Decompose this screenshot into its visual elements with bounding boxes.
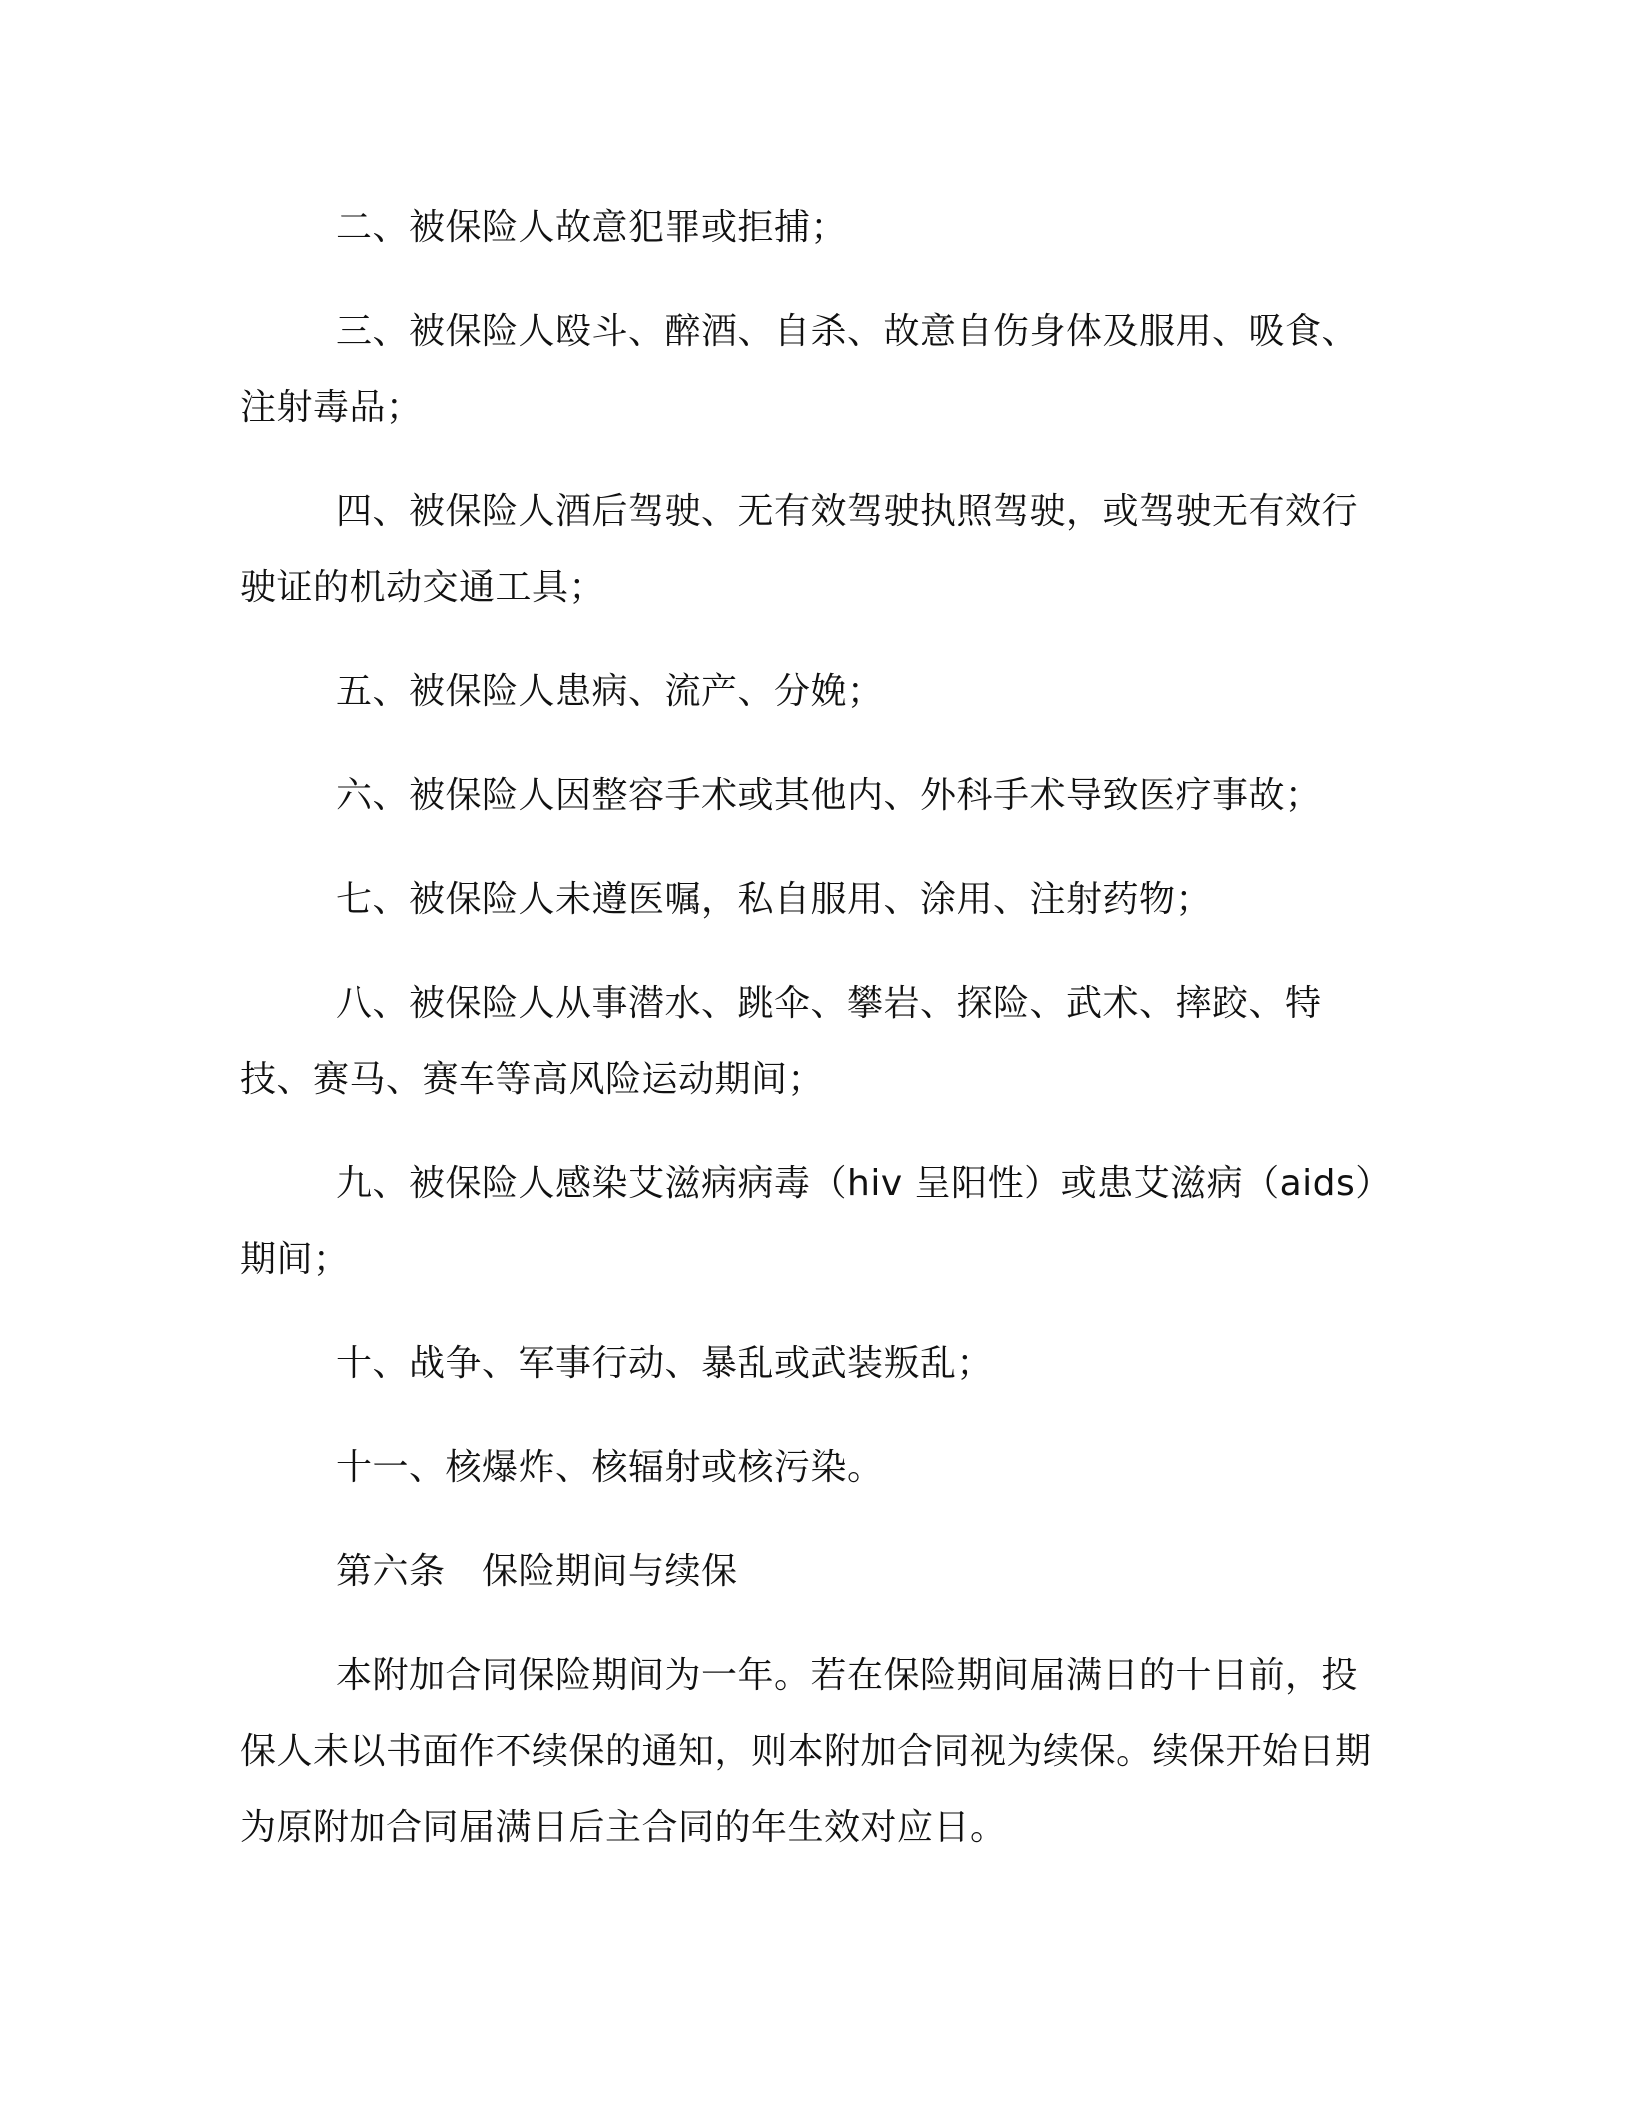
exclusion-item-6: 六、被保险人因整容手术或其他内、外科手术导致医疗事故； (336, 775, 1322, 816)
exclusion-item-11: 十一、核爆炸、核辐射或核污染。 (336, 1447, 884, 1488)
exclusion-item-7: 七、被保险人未遵医嘱，私自服用、涂用、注射药物； (336, 879, 1213, 920)
article-6-heading: 第六条 保险期间与续保 (336, 1551, 738, 1592)
document-body (240, 190, 1390, 1894)
exclusion-item-4: 四、被保险人酒后驾驶、无有效驾驶执照驾驶，或驾驶无有效行驶证的机动交通工具； (240, 491, 1359, 608)
article-6-body: 本附加合同保险期间为一年。若在保险期间届满日的十日前，投保人未以书面作不续保的通知，则本附加合同视为续保。续保开始日期为原附加合同届满日后主合同的年生效对应日。 (240, 1655, 1372, 1848)
exclusion-item-5: 五、被保险人患病、流产、分娩； (336, 671, 884, 712)
exclusion-item-9: 九、被保险人感染艾滋病病毒（hiv 呈阳性）或患艾滋病（aids）期间； (240, 1163, 1374, 1280)
exclusion-item-8: 八、被保险人从事潜水、跳伞、攀岩、探险、武术、摔跤、特技、赛马、赛车等高风险运动期间； (240, 983, 1322, 1100)
exclusion-item-2: 二、被保险人故意犯罪或拒捕； (336, 207, 848, 248)
exclusion-item-10: 十、战争、军事行动、暴乱或武装叛乱； (336, 1343, 994, 1384)
exclusion-item-3: 三、被保险人殴斗、醉酒、自杀、故意自伤身体及服用、吸食、注射毒品； (240, 311, 1359, 428)
